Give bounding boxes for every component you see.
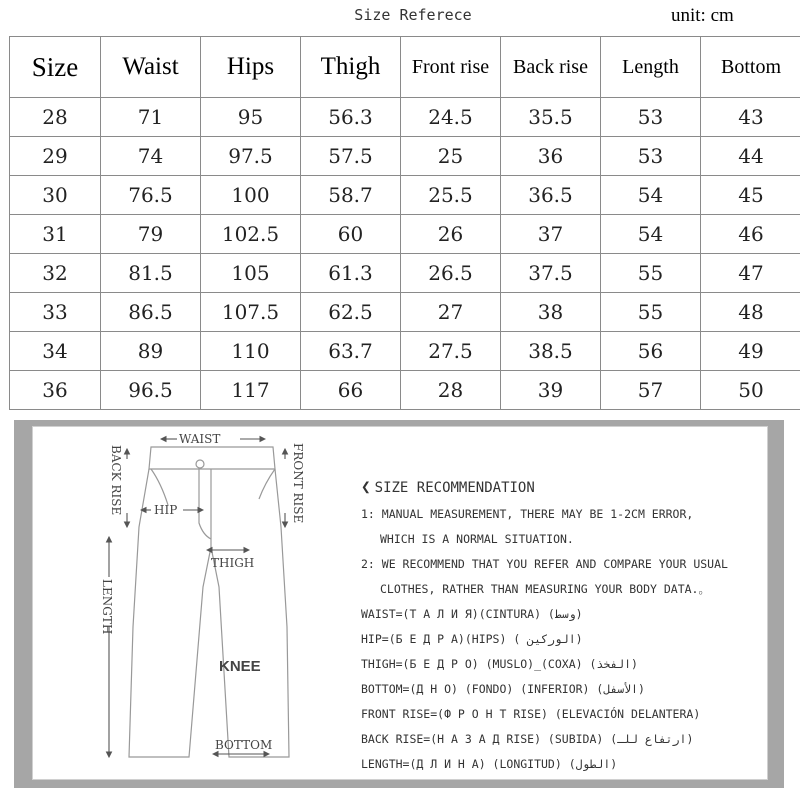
table-cell: 63.7: [301, 332, 401, 371]
table-cell: 36: [501, 137, 601, 176]
size-table: [9, 36, 800, 410]
table-cell: 28: [10, 98, 101, 137]
term-length: LENGTH=(Д Л И Н А) (LONGITUD) (الطول): [361, 757, 618, 771]
table-header-row: [10, 37, 800, 98]
table-cell: 71: [101, 98, 201, 137]
term-waist: WAIST=(Т А Л И Я)(CINTURA) (وسط): [361, 607, 583, 621]
table-cell: 36.5: [501, 176, 601, 215]
table-cell: 81.5: [101, 254, 201, 293]
table-cell: 86.5: [101, 293, 201, 332]
table-cell: 30: [10, 176, 101, 215]
table-cell: 32: [10, 254, 101, 293]
table-cell: 44: [701, 137, 800, 176]
table-cell: 39: [501, 371, 601, 410]
size-recommendation: [361, 477, 761, 777]
table-cell: 26: [401, 215, 501, 254]
table-cell: 61.3: [301, 254, 401, 293]
table-cell: 36: [10, 371, 101, 410]
table-cell: 50: [701, 371, 800, 410]
length-label: LENGTH: [100, 579, 114, 635]
table-cell: 35.5: [501, 98, 601, 137]
table-cell: 110: [201, 332, 301, 371]
table-cell: 74: [101, 137, 201, 176]
note-2-cont: CLOTHES, RATHER THAN MEASURING YOUR BODY DATA.。: [380, 582, 710, 596]
table-cell: 58.7: [301, 176, 401, 215]
back-rise-label: BACK RISE: [109, 445, 123, 516]
column-header: Waist: [101, 37, 201, 98]
table-cell: 43: [701, 98, 800, 137]
table-cell: 25: [401, 137, 501, 176]
table-cell: 54: [601, 176, 701, 215]
table-cell: 49: [701, 332, 800, 371]
table-cell: 45: [701, 176, 800, 215]
table-cell: 95: [201, 98, 301, 137]
table-cell: 56.3: [301, 98, 401, 137]
term-bottom: BOTTOM=(Д Н О) (FONDO) (INFERIOR) (الأسفل): [361, 682, 645, 696]
note-1-cont: WHICH IS A NORMAL SITUATION.: [380, 532, 574, 546]
column-header: Front rise: [401, 37, 501, 98]
table-cell: 66: [301, 371, 401, 410]
note-2: 2: WE RECOMMEND THAT YOU REFER AND COMPARE YOUR USUAL: [361, 557, 728, 571]
table-cell: 33: [10, 293, 101, 332]
table-row: [10, 254, 800, 293]
table-cell: 57.5: [301, 137, 401, 176]
term-thigh: THIGH=(Б Е Д Р О) (MUSLO)_(COXA) (الفخذ): [361, 657, 638, 671]
table-cell: 46: [701, 215, 800, 254]
table-row: [10, 98, 800, 137]
table-cell: 34: [10, 332, 101, 371]
front-rise-label: FRONT RISE: [291, 443, 305, 524]
diagram-panel: [14, 420, 784, 788]
column-header: Thigh: [301, 37, 401, 98]
table-cell: 37: [501, 215, 601, 254]
term-hip: HIP=(Б Е Д Р А)(HIPS) ( الوركين): [361, 632, 583, 646]
table-row: [10, 176, 800, 215]
table-cell: 96.5: [101, 371, 201, 410]
term-back-rise: BACK RISE=(Н А З А Д RISE) (SUBIDA) (ارتفاع للـ): [361, 732, 694, 746]
table-cell: 27: [401, 293, 501, 332]
table-cell: 53: [601, 98, 701, 137]
table-cell: 25.5: [401, 176, 501, 215]
table-row: [10, 137, 800, 176]
column-header: Bottom: [701, 37, 800, 98]
table-cell: 37.5: [501, 254, 601, 293]
table-cell: 60: [301, 215, 401, 254]
table-cell: 29: [10, 137, 101, 176]
table-cell: 62.5: [301, 293, 401, 332]
table-cell: 24.5: [401, 98, 501, 137]
table-cell: 54: [601, 215, 701, 254]
table-cell: 48: [701, 293, 800, 332]
knee-label: KNEE: [219, 658, 261, 675]
table-row: [10, 215, 800, 254]
table-cell: 117: [201, 371, 301, 410]
table-cell: 38.5: [501, 332, 601, 371]
table-row: [10, 332, 800, 371]
bottom-label: BOTTOM: [215, 738, 273, 752]
chevron-left-icon: ❮: [361, 477, 371, 496]
table-cell: 102.5: [201, 215, 301, 254]
thigh-label: THIGH: [211, 556, 255, 570]
table-row: [10, 293, 800, 332]
recommendation-heading: ❮ SIZE RECOMMENDATION: [361, 477, 535, 496]
column-header: Hips: [201, 37, 301, 98]
table-cell: 97.5: [201, 137, 301, 176]
table-cell: 105: [201, 254, 301, 293]
table-cell: 26.5: [401, 254, 501, 293]
unit-label: unit: cm: [671, 5, 734, 26]
diagram-inner: [32, 426, 768, 780]
table-cell: 55: [601, 254, 701, 293]
hip-label: HIP: [154, 503, 178, 517]
table-cell: 107.5: [201, 293, 301, 332]
term-front-rise: FRONT RISE=(Ф Р О Н Т RISE) (ELEVACIÓN DELANTERA): [361, 707, 701, 721]
waist-label: WAIST: [179, 432, 221, 446]
chart-title: Size Referece: [354, 6, 472, 24]
table-cell: 31: [10, 215, 101, 254]
table-cell: 89: [101, 332, 201, 371]
table-cell: 57: [601, 371, 701, 410]
column-header: Size: [10, 37, 101, 98]
column-header: Back rise: [501, 37, 601, 98]
table-cell: 56: [601, 332, 701, 371]
table-cell: 79: [101, 215, 201, 254]
table-cell: 55: [601, 293, 701, 332]
column-header: Length: [601, 37, 701, 98]
table-cell: 47: [701, 254, 800, 293]
table-cell: 76.5: [101, 176, 201, 215]
note-1: 1: MANUAL MEASUREMENT, THERE MAY BE 1-2CM ERROR,: [361, 507, 694, 521]
table-cell: 100: [201, 176, 301, 215]
table-cell: 53: [601, 137, 701, 176]
table-cell: 38: [501, 293, 601, 332]
table-cell: 28: [401, 371, 501, 410]
table-cell: 27.5: [401, 332, 501, 371]
table-row: [10, 371, 800, 410]
